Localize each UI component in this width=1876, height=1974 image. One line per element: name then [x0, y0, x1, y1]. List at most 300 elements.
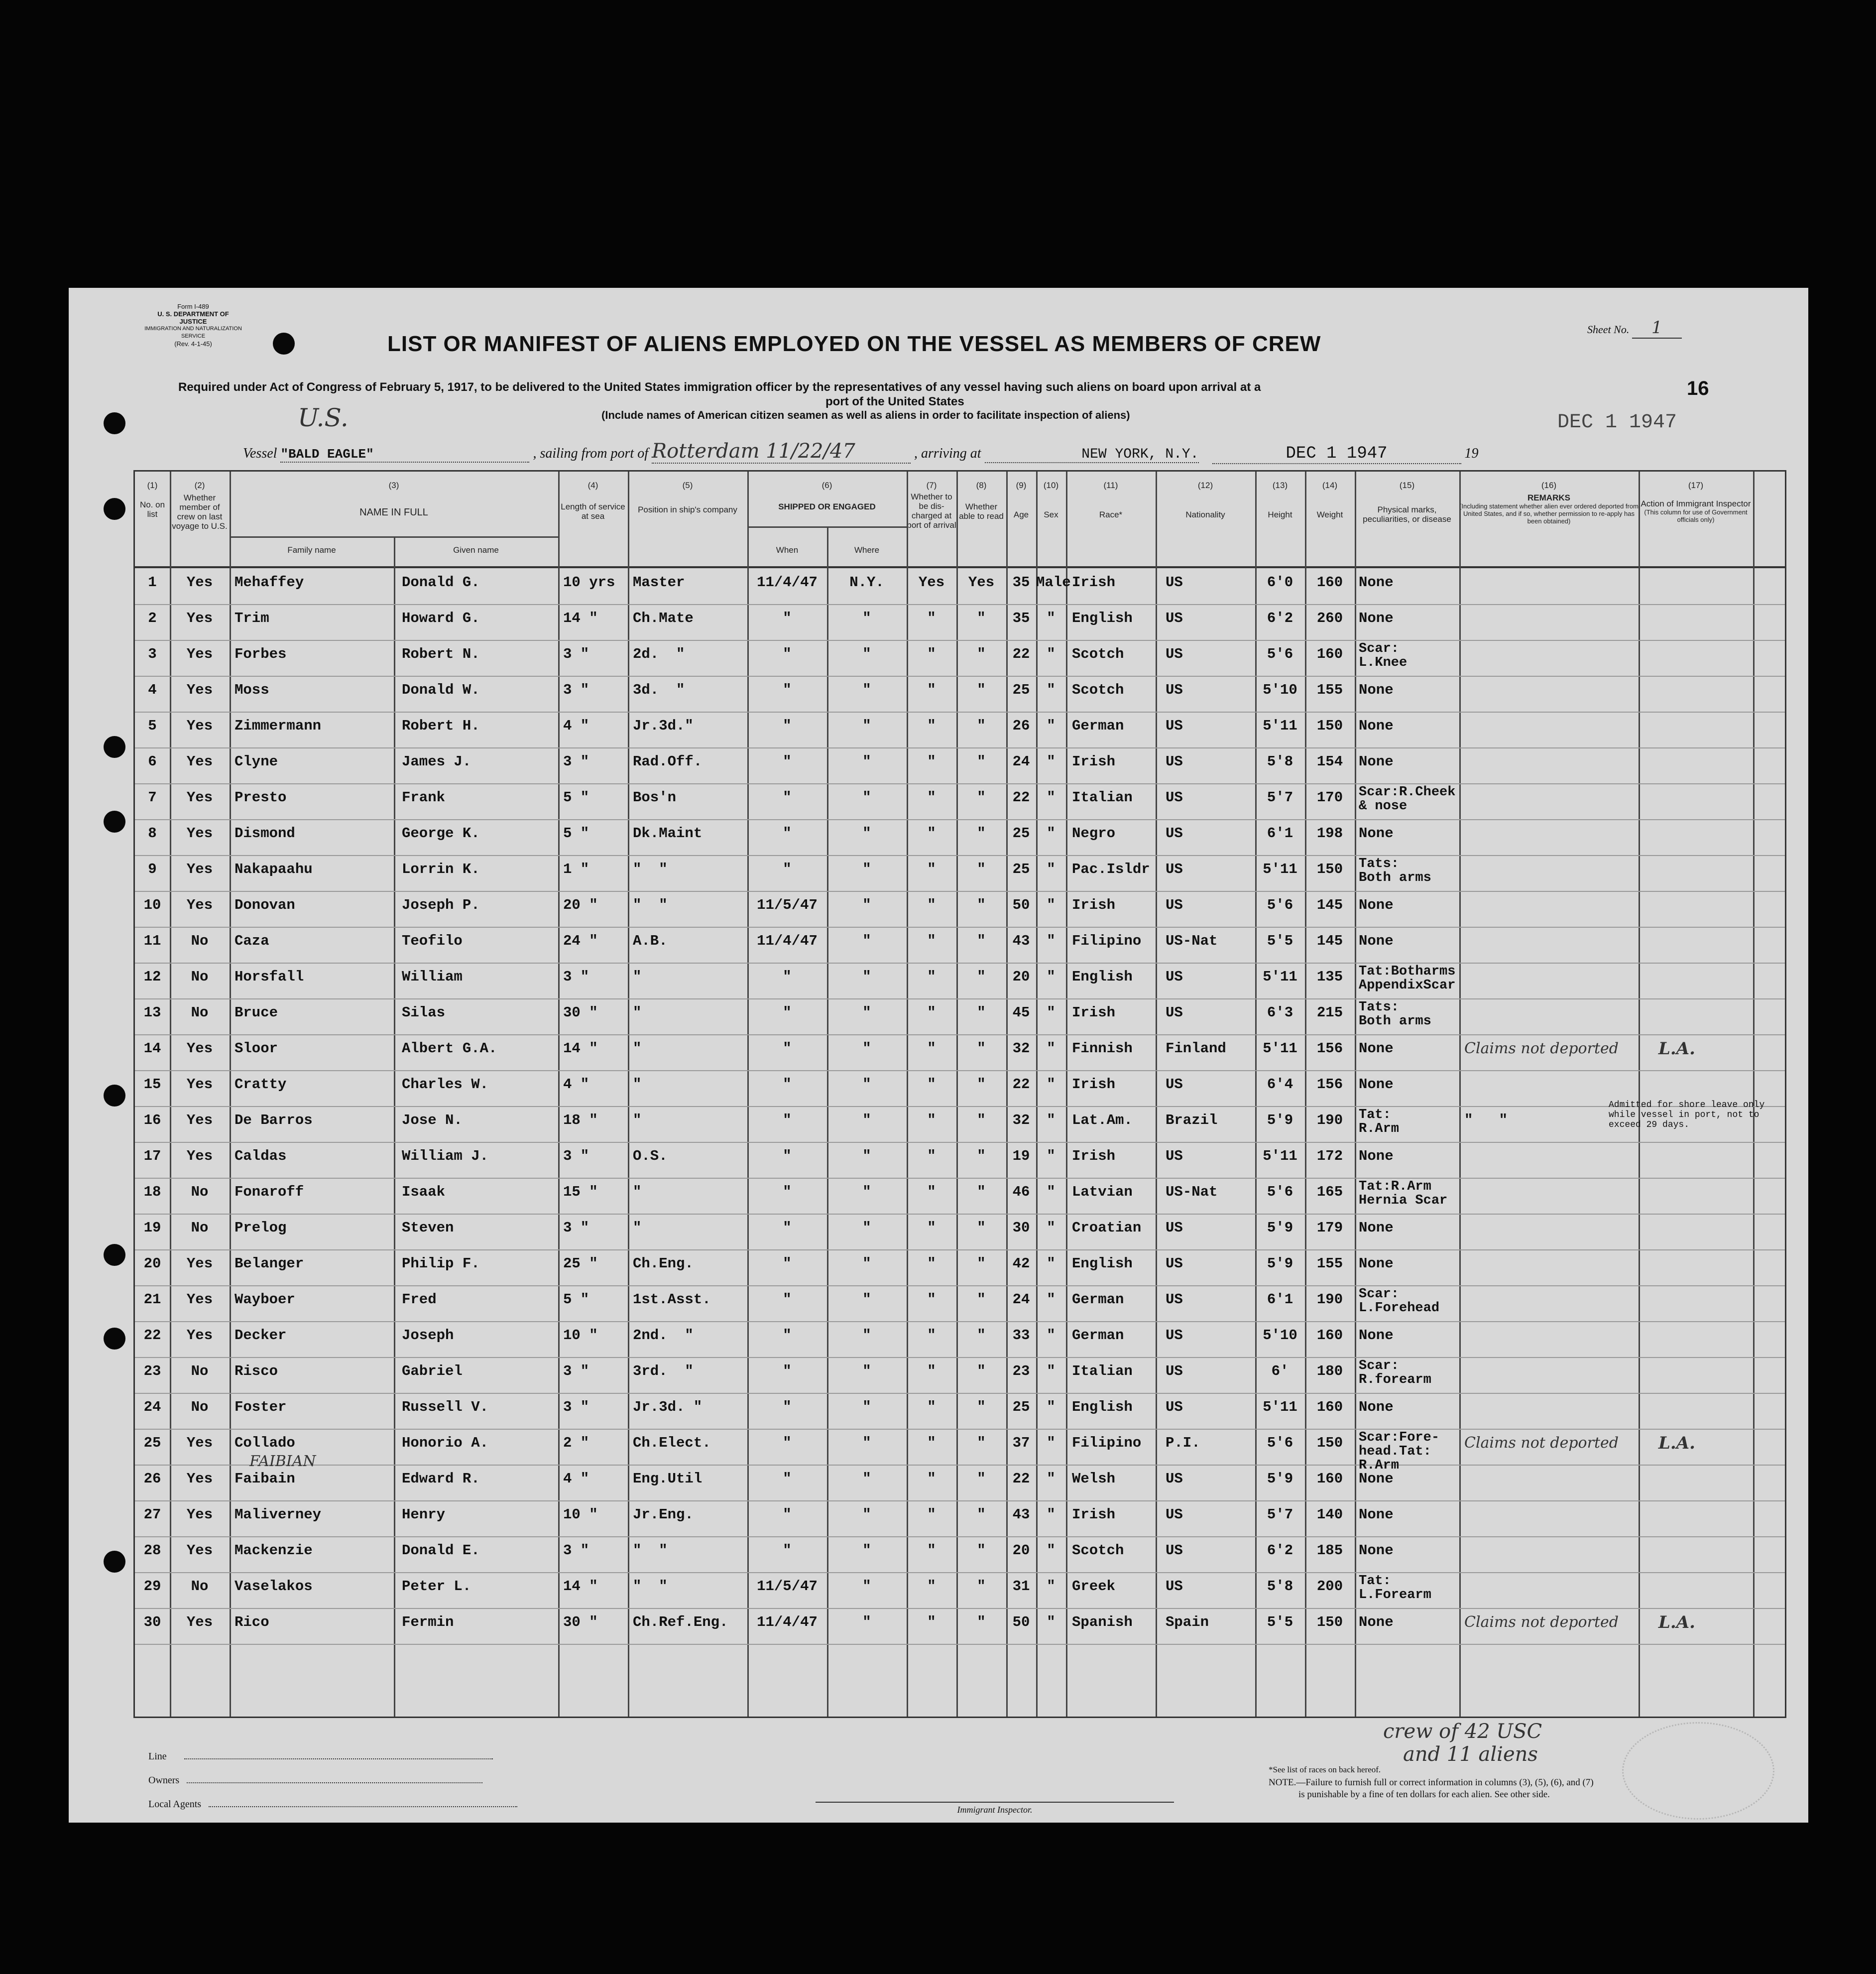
cell-age: 31: [1012, 1578, 1030, 1595]
cell-weight: 185: [1316, 1542, 1343, 1559]
cell-no: 11: [143, 933, 161, 949]
cell-given-name: James J.: [402, 753, 471, 770]
cell-discharged: ": [927, 1040, 936, 1057]
cell-marks: None: [1359, 1542, 1394, 1559]
cell-action: L.A.: [1658, 1039, 1695, 1059]
cell-read: ": [977, 933, 986, 949]
cell-family-name: Caza: [234, 933, 269, 949]
cell-family-name: Vaselakos: [234, 1578, 313, 1595]
cell-height: 5'11: [1263, 861, 1297, 877]
cell-read: ": [977, 682, 986, 698]
punch-hole: [104, 1328, 125, 1350]
cell-discharged: ": [927, 825, 936, 842]
cell-service: 2 ": [563, 1435, 589, 1451]
cell-family-name: Bruce: [234, 1004, 278, 1021]
cell-nationality: US: [1166, 1220, 1183, 1236]
table-row: [135, 819, 1785, 856]
cell-nationality: US: [1166, 753, 1183, 770]
cell-discharged: ": [927, 1004, 936, 1021]
cell-nationality: US: [1166, 1506, 1183, 1523]
cell-age: 32: [1012, 1040, 1030, 1057]
cell-prev-voyage: Yes: [186, 861, 213, 877]
cell-no: 27: [143, 1506, 161, 1523]
cell-sex: ": [1047, 1148, 1055, 1164]
header-given-name: Given name: [453, 545, 499, 555]
punch-hole: [104, 1244, 125, 1266]
cell-family-name: De Barros: [234, 1112, 313, 1128]
table-row: [135, 783, 1785, 820]
cell-read: ": [977, 825, 986, 842]
cell-no: 23: [143, 1363, 161, 1379]
cell-service: 3 ": [563, 1220, 589, 1236]
cell-nationality: US: [1166, 861, 1183, 877]
cell-discharged: ": [927, 1076, 936, 1093]
cell-race: English: [1072, 1399, 1133, 1415]
cell-no: 28: [143, 1542, 161, 1559]
cell-race: Lat.Am.: [1072, 1112, 1133, 1128]
cell-position: " ": [633, 1578, 668, 1595]
cell-when: ": [783, 753, 792, 770]
page-number: 16: [1687, 377, 1709, 399]
cell-service: 4 ": [563, 1471, 589, 1487]
cell-read: ": [977, 1363, 986, 1379]
cell-weight: 160: [1316, 646, 1343, 662]
cell-discharged: ": [927, 1255, 936, 1272]
cell-age: 43: [1012, 933, 1030, 949]
cell-nationality: US: [1166, 646, 1183, 662]
cell-age: 24: [1012, 1291, 1030, 1308]
cell-height: 5'9: [1267, 1112, 1293, 1128]
cell-no: 12: [143, 969, 161, 985]
cell-remarks: Claims not deported: [1464, 1434, 1619, 1452]
cell-when: ": [783, 1040, 792, 1057]
cell-service: 1 ": [563, 861, 589, 877]
cell-where: ": [862, 1040, 871, 1057]
cell-family-name: Zimmermann: [234, 718, 322, 734]
cell-height: 5'11: [1263, 718, 1297, 734]
cell-service: 3 ": [563, 1542, 589, 1559]
cell-prev-voyage: Yes: [186, 718, 213, 734]
cell-sex: ": [1047, 1506, 1055, 1523]
cell-height: 5'7: [1267, 1506, 1293, 1523]
cell-read: ": [977, 1614, 986, 1630]
cell-prev-voyage: Yes: [186, 646, 213, 662]
cell-given-name: Fred: [402, 1291, 437, 1308]
table-row: [135, 963, 1785, 999]
cell-race: Italian: [1072, 789, 1133, 806]
cell-discharged: ": [927, 933, 936, 949]
cell-service: 18 ": [563, 1112, 598, 1128]
cell-age: 25: [1012, 682, 1030, 698]
cell-no: 26: [143, 1471, 161, 1487]
cell-race: English: [1072, 1255, 1133, 1272]
cell-age: 20: [1012, 969, 1030, 985]
cell-no: 18: [143, 1184, 161, 1200]
cell-service: 30 ": [563, 1004, 598, 1021]
cell-where: ": [862, 1148, 871, 1164]
cell-height: 6'2: [1267, 1542, 1293, 1559]
cell-family-name: Mehaffey: [234, 574, 304, 591]
cell-nationality: US: [1166, 682, 1183, 698]
cell-no: 9: [148, 861, 157, 877]
cell-read: ": [977, 1004, 986, 1021]
cell-prev-voyage: Yes: [186, 897, 213, 913]
cell-height: 5'9: [1267, 1255, 1293, 1272]
cell-marks: None: [1359, 1471, 1394, 1487]
cell-age: 22: [1012, 646, 1030, 662]
cell-family-name: Fonaroff: [234, 1184, 304, 1200]
table-row: [135, 998, 1785, 1035]
cell-marks: Scar: L.Knee: [1359, 641, 1407, 670]
cell-given-name: Lorrin K.: [402, 861, 480, 877]
cell-height: 5'6: [1267, 1435, 1293, 1451]
header-prev-voyage: (2) Whether member of crew on last voyage to U.S.: [172, 481, 228, 531]
cell-where: N.Y.: [849, 574, 884, 591]
cell-given-name: Isaak: [402, 1184, 446, 1200]
cell-position: Master: [633, 574, 685, 591]
cell-discharged: ": [927, 1220, 936, 1236]
cell-position: Jr.Eng.: [633, 1506, 694, 1523]
cell-where: ": [862, 1220, 871, 1236]
cell-position: Bos'n: [633, 789, 677, 806]
cell-age: 32: [1012, 1112, 1030, 1128]
cell-prev-voyage: Yes: [186, 574, 213, 591]
cell-read: ": [977, 646, 986, 662]
vessel-label: Vessel: [243, 446, 277, 461]
footer-owners-field: Owners: [148, 1775, 482, 1786]
cell-discharged: ": [927, 646, 936, 662]
cell-position: " ": [633, 861, 668, 877]
punch-hole: [104, 811, 125, 833]
form-id-block: [143, 303, 243, 348]
punch-hole: [104, 498, 125, 520]
cell-where: ": [862, 933, 871, 949]
cell-age: 50: [1012, 897, 1030, 913]
punch-hole: [273, 333, 295, 355]
cell-position: ": [633, 1112, 642, 1128]
cell-service: 14 ": [563, 610, 598, 626]
cell-where: ": [862, 1614, 871, 1630]
cell-prev-voyage: Yes: [186, 610, 213, 626]
cell-where: ": [862, 1112, 871, 1128]
cell-where: ": [862, 1291, 871, 1308]
cell-where: ": [862, 897, 871, 913]
cell-height: 6': [1271, 1363, 1289, 1379]
cell-height: 6'3: [1267, 1004, 1293, 1021]
cell-given-name: Donald W.: [402, 682, 480, 698]
cell-race: Finnish: [1072, 1040, 1133, 1057]
cell-prev-voyage: Yes: [186, 1435, 213, 1451]
table-row: [135, 1536, 1785, 1573]
cell-when: ": [783, 1076, 792, 1093]
cell-read: ": [977, 1471, 986, 1487]
cell-when: 11/5/47: [757, 1578, 818, 1595]
cell-when: ": [783, 1435, 792, 1451]
cell-weight: 180: [1316, 1363, 1343, 1379]
cell-sex: ": [1047, 933, 1055, 949]
header-family-name: Family name: [287, 545, 336, 555]
sailing-label: , sailing from port of: [533, 446, 648, 461]
cell-nationality: US: [1166, 1399, 1183, 1415]
cell-weight: 150: [1316, 1614, 1343, 1630]
cell-when: ": [783, 1291, 792, 1308]
cell-prev-voyage: Yes: [186, 1614, 213, 1630]
cell-service: 3 ": [563, 646, 589, 662]
sailing-port: Rotterdam 11/22/47: [652, 440, 911, 464]
cell-read: Yes: [968, 574, 995, 591]
cell-weight: 160: [1316, 574, 1343, 591]
cell-prev-voyage: Yes: [186, 682, 213, 698]
table-row: [135, 676, 1785, 713]
cell-given-name: Albert G.A.: [402, 1040, 497, 1057]
cell-given-name: Jose N.: [402, 1112, 463, 1128]
header-name: (3) NAME IN FULL: [359, 481, 428, 518]
cell-read: ": [977, 718, 986, 734]
cell-age: 20: [1012, 1542, 1030, 1559]
cell-given-name: Howard G.: [402, 610, 480, 626]
cell-prev-voyage: Yes: [186, 1076, 213, 1093]
cell-no: 6: [148, 753, 157, 770]
cell-position: 3d. ": [633, 682, 685, 698]
cell-sex: ": [1047, 1004, 1055, 1021]
cell-marks: None: [1359, 574, 1394, 591]
cell-marks: Tat: R.Arm: [1359, 1108, 1400, 1136]
cell-no: 25: [143, 1435, 161, 1451]
cell-prev-voyage: No: [191, 1220, 209, 1236]
cell-position: Ch.Elect.: [633, 1435, 711, 1451]
cell-when: 11/4/47: [757, 574, 818, 591]
header-shipped: (6) SHIPPED OR ENGAGED: [778, 481, 876, 511]
cell-race: Latvian: [1072, 1184, 1133, 1200]
vessel-name: "BALD EAGLE": [280, 447, 529, 463]
cell-prev-voyage: Yes: [186, 1291, 213, 1308]
cell-read: ": [977, 1040, 986, 1057]
cell-where: ": [862, 1184, 871, 1200]
cell-position: A.B.: [633, 933, 668, 949]
cell-prev-voyage: No: [191, 1363, 209, 1379]
cell-given-name: George K.: [402, 825, 480, 842]
cell-no: 5: [148, 718, 157, 734]
cell-discharged: ": [927, 1291, 936, 1308]
cell-marks: None: [1359, 897, 1394, 913]
cell-height: 5'6: [1267, 1184, 1293, 1200]
cell-discharged: ": [927, 718, 936, 734]
cell-height: 6'1: [1267, 1291, 1293, 1308]
cell-nationality: US: [1166, 574, 1183, 591]
cell-read: ": [977, 789, 986, 806]
cell-discharged: Yes: [918, 574, 945, 591]
cell-read: ": [977, 861, 986, 877]
cell-where: ": [862, 610, 871, 626]
cell-read: ": [977, 1542, 986, 1559]
cell-family-name: Prelog: [234, 1220, 287, 1236]
punch-hole: [104, 736, 125, 758]
table-row: [135, 891, 1785, 928]
header-discharged: (7) Whether to be dis-charged at port of arrival: [907, 481, 956, 530]
table-row: [135, 1214, 1785, 1250]
table-row: [135, 1249, 1785, 1286]
cell-read: ": [977, 1148, 986, 1164]
cell-discharged: ": [927, 1327, 936, 1344]
cell-where: ": [862, 1327, 871, 1344]
cell-nationality: Spain: [1166, 1614, 1209, 1630]
cell-race: Scotch: [1072, 682, 1124, 698]
cell-age: 35: [1012, 574, 1030, 591]
cell-position: Jr.3d.": [633, 718, 694, 734]
cell-discharged: ": [927, 610, 936, 626]
cell-marks: None: [1359, 1614, 1394, 1630]
cell-race: Irish: [1072, 897, 1116, 913]
cell-marks: Scar:R.Cheek & nose: [1359, 785, 1456, 814]
cell-height: 6'2: [1267, 610, 1293, 626]
cell-discharged: ": [927, 969, 936, 985]
cell-race: Greek: [1072, 1578, 1116, 1595]
header-service: (4) Length of service at sea: [561, 481, 625, 521]
cell-marks: None: [1359, 1040, 1394, 1057]
cell-read: ": [977, 1399, 986, 1415]
cell-family-name: Foster: [234, 1399, 287, 1415]
header-when: When: [776, 545, 799, 555]
cell-marks: None: [1359, 682, 1394, 698]
cell-prev-voyage: No: [191, 1184, 209, 1200]
cell-discharged: ": [927, 897, 936, 913]
cell-where: ": [862, 789, 871, 806]
footer-agents-field: Local Agents: [148, 1799, 517, 1810]
cell-given-name: Gabriel: [402, 1363, 463, 1379]
cell-height: 5'9: [1267, 1220, 1293, 1236]
cell-nationality: US: [1166, 610, 1183, 626]
cell-age: 37: [1012, 1435, 1030, 1451]
header-height: (13) Height: [1268, 481, 1292, 519]
cell-no: 22: [143, 1327, 161, 1344]
cell-discharged: ": [927, 1471, 936, 1487]
table-row: [135, 1453, 1785, 1501]
header-nationality: (12) Nationality: [1185, 481, 1225, 519]
cell-given-name: Russell V.: [402, 1399, 489, 1415]
crew-table: [133, 470, 1786, 1718]
cell-prev-voyage: Yes: [186, 1148, 213, 1164]
cell-marks: None: [1359, 1399, 1394, 1415]
cell-no: 8: [148, 825, 157, 842]
cell-sex: ": [1047, 789, 1055, 806]
cell-age: 26: [1012, 718, 1030, 734]
cell-position: Ch.Ref.Eng.: [633, 1614, 728, 1630]
cell-service: 10 ": [563, 1327, 598, 1344]
cell-height: 5'8: [1267, 1578, 1293, 1595]
cell-weight: 172: [1316, 1148, 1343, 1164]
cell-weight: 198: [1316, 825, 1343, 842]
cell-height: 6'0: [1267, 574, 1293, 591]
cell-discharged: ": [927, 789, 936, 806]
cell-weight: 156: [1316, 1040, 1343, 1057]
cell-where: ": [862, 1471, 871, 1487]
table-row: [135, 1393, 1785, 1430]
cell-no: 7: [148, 789, 157, 806]
cell-sex: ": [1047, 682, 1055, 698]
races-note: *See list of races on back hereof.: [1269, 1765, 1381, 1774]
cell-given-name: Donald E.: [402, 1542, 480, 1559]
punch-hole: [104, 1551, 125, 1573]
cell-given-name: Philip F.: [402, 1255, 480, 1272]
cell-family-name: Forbes: [234, 646, 287, 662]
cell-height: 5'10: [1263, 1327, 1297, 1344]
cell-race: Irish: [1072, 1506, 1116, 1523]
cell-given-name: Joseph: [402, 1327, 454, 1344]
cell-marks: None: [1359, 1255, 1394, 1272]
cell-nationality: US: [1166, 1291, 1183, 1308]
cell-no: 4: [148, 682, 157, 698]
cell-position: Ch.Mate: [633, 610, 694, 626]
cell-position: Rad.Off.: [633, 753, 703, 770]
cell-no: 17: [143, 1148, 161, 1164]
cell-action: L.A.: [1658, 1612, 1695, 1632]
cell-service: 24 ": [563, 933, 598, 949]
cell-height: 5'6: [1267, 646, 1293, 662]
cell-when: ": [783, 1004, 792, 1021]
cell-age: 25: [1012, 1399, 1030, 1415]
cell-position: Dk.Maint: [633, 825, 703, 842]
cell-where: ": [862, 1399, 871, 1415]
cell-prev-voyage: Yes: [186, 1327, 213, 1344]
cell-nationality: US: [1166, 1076, 1183, 1093]
cell-prev-voyage: No: [191, 1399, 209, 1415]
cell-given-name: Honorio A.: [402, 1435, 489, 1451]
table-row: [135, 1321, 1785, 1358]
family-name-correction: FAIBIAN: [249, 1453, 316, 1470]
cell-service: 15 ": [563, 1184, 598, 1200]
cell-height: 5'5: [1267, 933, 1293, 949]
cell-marks: None: [1359, 933, 1394, 949]
cell-marks: None: [1359, 718, 1394, 734]
date-stamp: DEC 1 1947: [1212, 444, 1461, 464]
cell-when: 11/5/47: [757, 897, 818, 913]
cell-weight: 179: [1316, 1220, 1343, 1236]
cell-position: Eng.Util: [633, 1471, 703, 1487]
cell-service: 30 ": [563, 1614, 598, 1630]
cell-age: 35: [1012, 610, 1030, 626]
cell-service: 5 ": [563, 789, 589, 806]
cell-weight: 150: [1316, 861, 1343, 877]
cell-sex: ": [1047, 1614, 1055, 1630]
cell-no: 29: [143, 1578, 161, 1595]
cell-when: ": [783, 1184, 792, 1200]
header-action: (17) Action of Immigrant Inspector (This column for use of Government officials only): [1641, 481, 1751, 523]
table-row: [135, 1070, 1785, 1107]
cell-age: 23: [1012, 1363, 1030, 1379]
cell-marks: Scar:Fore- head.Tat: R.Arm: [1359, 1430, 1440, 1473]
cell-marks: Tats: Both arms: [1359, 1000, 1431, 1029]
cell-prev-voyage: Yes: [186, 825, 213, 842]
cell-given-name: William: [402, 969, 463, 985]
cell-when: ": [783, 789, 792, 806]
cell-weight: 160: [1316, 1471, 1343, 1487]
cell-weight: 200: [1316, 1578, 1343, 1595]
table-row: [135, 1100, 1785, 1143]
cell-family-name: Horsfall: [234, 969, 304, 985]
required-line: Required under Act of Congress of February 5, 1917, to be delivered to the United States immigration officer by the representatives of any vessel having such aliens on board upon arrival at a: [178, 380, 1261, 394]
cell-race: Welsh: [1072, 1471, 1116, 1487]
cell-sex: ": [1047, 825, 1055, 842]
cell-sex: ": [1047, 753, 1055, 770]
include-note: (Include names of American citizen seamen as well as aliens in order to facilitate inspection of aliens): [601, 409, 1130, 421]
cell-service: 3 ": [563, 1148, 589, 1164]
cell-position: ": [633, 1220, 642, 1236]
cell-family-name: Decker: [234, 1327, 287, 1344]
cell-discharged: ": [927, 1363, 936, 1379]
cell-family-name: Risco: [234, 1363, 278, 1379]
cell-marks: Tat: L.Forearm: [1359, 1574, 1431, 1603]
table-row: [135, 1500, 1785, 1537]
